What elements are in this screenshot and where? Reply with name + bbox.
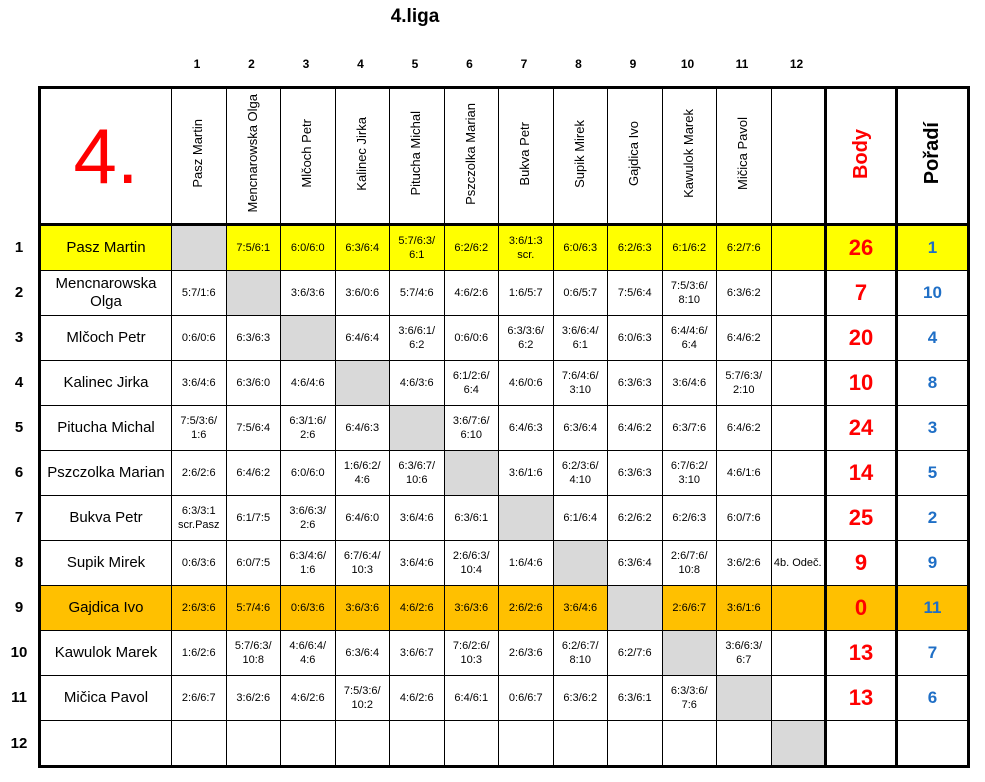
column-number: 12 — [789, 57, 804, 71]
match-result-cell — [771, 586, 826, 631]
table-row — [40, 361, 969, 406]
match-result-cell — [662, 721, 717, 767]
column-number: 4 — [357, 57, 364, 71]
table-row — [40, 316, 969, 361]
match-result-cell: 6:3/6:3 — [226, 316, 281, 361]
match-result-cell: 3:6/6:7 — [390, 631, 445, 676]
column-header-player: Pitucha Michal — [408, 111, 424, 196]
column-header-player: Mičica Pavol — [735, 117, 751, 190]
rank-value: 9 — [897, 541, 969, 586]
match-result-cell: 3:6/4:6 — [390, 541, 445, 586]
match-result-cell: 1:6/5:7 — [499, 271, 554, 316]
player-name: Gajdica Ivo — [68, 599, 144, 616]
column-header-player: Supik Mirek — [571, 119, 587, 188]
rank-value: 7 — [897, 631, 969, 676]
match-result-cell: 6:3/6:1 — [608, 676, 663, 721]
match-result-cell — [608, 721, 663, 767]
rank-value: 3 — [897, 406, 969, 451]
match-result-cell: 3:6/6:4/ 6:1 — [553, 316, 608, 361]
self-match-cell — [281, 316, 336, 361]
match-result-cell: 6:4/6:1 — [444, 676, 499, 721]
match-result-cell: 6:2/7:6 — [608, 631, 663, 676]
row-number: 6 — [14, 464, 24, 481]
match-result-cell: 3:6/6:1/ 6:2 — [390, 316, 445, 361]
self-match-cell — [335, 361, 390, 406]
points-value: 7 — [826, 271, 897, 316]
match-result-cell: 6:0/6:3 — [608, 316, 663, 361]
match-result-cell: 6:4/4:6/ 6:4 — [662, 316, 717, 361]
match-result-cell: 6:4/6:2 — [717, 406, 772, 451]
match-result-cell — [771, 406, 826, 451]
match-result-cell: 7:5/6:4 — [226, 406, 281, 451]
match-result-cell: 6:3/1:6/ 2:6 — [281, 406, 336, 451]
points-value: 24 — [826, 406, 897, 451]
match-result-cell: 4:6/0:6 — [499, 361, 554, 406]
self-match-cell — [390, 406, 445, 451]
match-result-cell: 6:3/6:4 — [553, 406, 608, 451]
player-name: Pasz Martin — [66, 239, 146, 256]
row-number: 3 — [14, 329, 24, 346]
match-result-cell: 2:6/6:7 — [172, 676, 227, 721]
match-result-cell: 6:1/2:6/ 6:4 — [444, 361, 499, 406]
row-number: 9 — [14, 599, 24, 616]
rank-value: 5 — [897, 451, 969, 496]
match-result-cell: 6:4/6:2 — [226, 451, 281, 496]
self-match-cell — [608, 586, 663, 631]
match-result-cell: 3:6/4:6 — [662, 361, 717, 406]
self-match-cell — [553, 541, 608, 586]
rank-header: Pořadí — [921, 122, 943, 185]
match-result-cell: 4:6/2:6 — [390, 676, 445, 721]
points-value: 26 — [826, 225, 897, 271]
points-value: 0 — [826, 586, 897, 631]
match-result-cell: 3:6/1:6 — [499, 451, 554, 496]
match-result-cell: 6:4/6:3 — [335, 406, 390, 451]
points-value: 13 — [826, 631, 897, 676]
match-result-cell — [499, 721, 554, 767]
player-name: Mlčoch Petr — [66, 329, 146, 346]
column-number: 6 — [466, 57, 473, 71]
rank-value: 2 — [897, 496, 969, 541]
table-row — [40, 721, 969, 767]
match-result-cell: 7:5/6:4 — [608, 271, 663, 316]
points-header: Body — [849, 128, 872, 179]
self-match-cell — [717, 676, 772, 721]
table-row — [40, 271, 969, 316]
match-result-cell: 6:3/6:0 — [226, 361, 281, 406]
division-label: 4. — [73, 112, 139, 200]
player-name: Mencnarowska Olga — [55, 275, 157, 310]
match-result-cell — [771, 361, 826, 406]
match-result-cell: 7:5/3:6/ 8:10 — [662, 271, 717, 316]
rank-value: 4 — [897, 316, 969, 361]
table-row — [40, 541, 969, 586]
match-result-cell — [717, 721, 772, 767]
points-value — [826, 721, 897, 767]
match-result-cell: 6:4/6:2 — [717, 316, 772, 361]
column-header-player: Pszczolka Marian — [462, 102, 478, 205]
column-number: 2 — [248, 57, 255, 71]
row-number: 8 — [14, 554, 24, 571]
match-result-cell: 6:3/4:6/ 1:6 — [281, 541, 336, 586]
match-result-cell — [281, 721, 336, 767]
match-result-cell: 6:3/6:3 — [608, 361, 663, 406]
column-header-player: Gajdica Ivo — [626, 120, 642, 187]
column-header-player: Bukva Petr — [517, 121, 533, 186]
match-result-cell: 6:3/6:1 — [444, 496, 499, 541]
match-result-cell: 6:0/6:0 — [281, 225, 336, 271]
self-match-cell — [444, 451, 499, 496]
table-row — [40, 406, 969, 451]
match-result-cell: 5:7/6:3/ 6:1 — [390, 225, 445, 271]
match-result-cell — [771, 271, 826, 316]
match-result-cell: 6:3/7:6 — [662, 406, 717, 451]
match-result-cell — [335, 721, 390, 767]
column-number: 10 — [680, 57, 695, 71]
match-result-cell: 6:1/6:2 — [662, 225, 717, 271]
self-match-cell — [499, 496, 554, 541]
match-result-cell: 3:6/3:6 — [281, 271, 336, 316]
match-result-cell: 7:6/4:6/ 3:10 — [553, 361, 608, 406]
match-result-cell: 4:6/6:4/ 4:6 — [281, 631, 336, 676]
player-name: Pszczolka Marian — [47, 464, 165, 481]
points-value: 14 — [826, 451, 897, 496]
match-result-cell: 0:6/0:6 — [444, 316, 499, 361]
match-result-cell: 6:2/7:6 — [717, 225, 772, 271]
row-number: 10 — [10, 644, 28, 661]
match-result-cell: 1:6/2:6 — [172, 631, 227, 676]
player-name: Kawulok Marek — [54, 644, 158, 661]
match-result-cell: 6:0/7:5 — [226, 541, 281, 586]
match-result-cell: 3:6/3:6 — [335, 586, 390, 631]
match-result-cell — [390, 721, 445, 767]
match-result-cell: 6:3/6:2 — [717, 271, 772, 316]
row-number: 12 — [10, 734, 28, 752]
points-value: 10 — [826, 361, 897, 406]
match-result-cell: 3:6/6:3/ 2:6 — [281, 496, 336, 541]
column-number: 8 — [575, 57, 582, 71]
match-result-cell — [444, 721, 499, 767]
match-result-cell: 6:3/6:3 — [608, 451, 663, 496]
match-result-cell: 6:3/6:7/ 10:6 — [390, 451, 445, 496]
match-result-cell: 4:6/3:6 — [390, 361, 445, 406]
points-value: 13 — [826, 676, 897, 721]
match-result-cell: 2:6/2:6 — [499, 586, 554, 631]
match-result-cell: 6:4/6:2 — [608, 406, 663, 451]
row-number: 4 — [14, 374, 24, 391]
row-number: 7 — [14, 509, 24, 526]
player-name: Supik Mirek — [66, 554, 146, 571]
match-result-cell: 0:6/3:6 — [172, 541, 227, 586]
match-result-cell: 7:6/2:6/ 10:3 — [444, 631, 499, 676]
rank-value: 1 — [897, 225, 969, 271]
table-row — [40, 496, 969, 541]
match-result-cell: 3:6/1:3 scr. — [499, 225, 554, 271]
match-result-cell: 7:5/6:1 — [226, 225, 281, 271]
rank-value: 6 — [897, 676, 969, 721]
match-result-cell: 1:6/4:6 — [499, 541, 554, 586]
match-result-cell: 3:6/4:6 — [172, 361, 227, 406]
match-result-cell: 6:3/3:6/ 7:6 — [662, 676, 717, 721]
match-result-cell: 2:6/7:6/ 10:8 — [662, 541, 717, 586]
match-result-cell: 6:3/6:2 — [553, 676, 608, 721]
column-header-player: Mencnarowska Olga — [244, 94, 260, 213]
column-number: 9 — [629, 57, 637, 71]
rank-value: 10 — [897, 271, 969, 316]
match-result-cell: 6:3/6:4 — [608, 541, 663, 586]
player-name: Mičica Pavol — [63, 689, 149, 706]
match-result-cell: 0:6/6:7 — [499, 676, 554, 721]
rank-value — [897, 721, 969, 767]
match-result-cell: 6:2/6:7/ 8:10 — [553, 631, 608, 676]
match-result-cell: 3:6/2:6 — [226, 676, 281, 721]
match-result-cell: 2:6/6:7 — [662, 586, 717, 631]
column-number: 11 — [735, 57, 749, 71]
row-number: 5 — [14, 419, 24, 436]
match-result-cell: 4:6/4:6 — [281, 361, 336, 406]
column-header-player: Kawulok Marek — [680, 109, 696, 198]
match-result-cell — [771, 225, 826, 271]
results-table — [38, 86, 970, 768]
match-result-cell — [771, 676, 826, 721]
match-result-cell: 3:6/7:6/ 6:10 — [444, 406, 499, 451]
table-row — [40, 225, 969, 271]
match-result-cell: 0:6/3:6 — [281, 586, 336, 631]
points-value: 9 — [826, 541, 897, 586]
match-result-cell: 7:5/3:6/ 10:2 — [335, 676, 390, 721]
self-match-cell — [662, 631, 717, 676]
table-row — [40, 676, 969, 721]
match-result-cell: 6:2/6:3 — [662, 496, 717, 541]
match-result-cell: 3:6/6:3/ 6:7 — [717, 631, 772, 676]
match-result-cell: 6:1/6:4 — [553, 496, 608, 541]
match-result-cell — [771, 496, 826, 541]
match-result-cell: 0:6/0:6 — [172, 316, 227, 361]
player-name: Pitucha Michal — [57, 419, 155, 436]
table-row — [40, 586, 969, 631]
match-result-cell: 6:2/3:6/ 4:10 — [553, 451, 608, 496]
match-result-cell: 3:6/4:6 — [553, 586, 608, 631]
match-result-cell: 4:6/1:6 — [717, 451, 772, 496]
match-result-cell: 6:3/6:4 — [335, 631, 390, 676]
match-result-cell: 6:3/3:1 scr.Pasz — [172, 496, 227, 541]
match-result-cell: 0:6/5:7 — [553, 271, 608, 316]
match-result-cell: 4:6/2:6 — [444, 271, 499, 316]
match-result-cell: 2:6/2:6 — [172, 451, 227, 496]
match-result-cell: 6:0/6:3 — [553, 225, 608, 271]
match-result-cell: 6:4/6:0 — [335, 496, 390, 541]
row-number: 1 — [14, 238, 24, 256]
match-result-cell: 6:4/6:4 — [335, 316, 390, 361]
match-result-cell: 3:6/3:6 — [444, 586, 499, 631]
column-header-player: Kalinec Jirka — [353, 116, 369, 191]
match-result-cell — [226, 721, 281, 767]
match-result-cell: 6:3/3:6/ 6:2 — [499, 316, 554, 361]
match-result-cell: 1:6/6:2/ 4:6 — [335, 451, 390, 496]
match-result-cell: 6:0/7:6 — [717, 496, 772, 541]
self-match-cell — [226, 271, 281, 316]
match-result-cell: 4:6/2:6 — [281, 676, 336, 721]
match-result-cell: 2:6/3:6 — [172, 586, 227, 631]
column-number: 1 — [193, 57, 201, 71]
column-number: 3 — [302, 57, 310, 71]
match-result-cell: 3:6/4:6 — [390, 496, 445, 541]
column-number: 7 — [520, 57, 528, 71]
match-result-cell: 3:6/1:6 — [717, 586, 772, 631]
match-result-cell: 2:6/3:6 — [499, 631, 554, 676]
player-name: Bukva Petr — [69, 509, 143, 526]
match-result-cell: 6:1/7:5 — [226, 496, 281, 541]
match-result-cell: 3:6/2:6 — [717, 541, 772, 586]
match-result-cell: 5:7/6:3/ 2:10 — [717, 361, 772, 406]
match-result-cell: 6:7/6:4/ 10:3 — [335, 541, 390, 586]
match-result-cell: 6:7/6:2/ 3:10 — [662, 451, 717, 496]
match-result-cell: 6:3/6:4 — [335, 225, 390, 271]
rank-value: 11 — [897, 586, 969, 631]
column-number: 5 — [411, 57, 419, 71]
match-result-cell — [172, 721, 227, 767]
self-match-cell — [172, 225, 227, 271]
page-title: 4.liga — [390, 6, 440, 27]
column-header-player: Pasz Martin — [190, 119, 206, 188]
rank-value: 8 — [897, 361, 969, 406]
column-header-player: Mlčoch Petr — [299, 119, 315, 188]
match-result-cell: 5:7/4:6 — [226, 586, 281, 631]
match-result-cell — [771, 451, 826, 496]
points-value: 25 — [826, 496, 897, 541]
match-result-cell: 6:0/6:0 — [281, 451, 336, 496]
match-result-cell: 6:4/6:3 — [499, 406, 554, 451]
match-result-cell: 3:6/0:6 — [335, 271, 390, 316]
match-result-cell: 5:7/4:6 — [390, 271, 445, 316]
row-number: 11 — [11, 689, 27, 706]
match-result-cell — [771, 316, 826, 361]
match-result-cell: 2:6/6:3/ 10:4 — [444, 541, 499, 586]
match-result-cell: 5:7/6:3/ 10:8 — [226, 631, 281, 676]
row-number: 2 — [14, 284, 24, 301]
match-result-cell: 6:2/6:2 — [444, 225, 499, 271]
points-value: 20 — [826, 316, 897, 361]
table-row — [40, 451, 969, 496]
table-row — [40, 631, 969, 676]
match-result-cell: 6:2/6:3 — [608, 225, 663, 271]
match-result-cell: 7:5/3:6/ 1:6 — [172, 406, 227, 451]
self-match-cell — [771, 721, 826, 767]
match-result-cell: 6:2/6:2 — [608, 496, 663, 541]
match-result-cell: 4b. Odeč. — [771, 541, 826, 586]
match-result-cell — [553, 721, 608, 767]
match-result-cell: 5:7/1:6 — [172, 271, 227, 316]
match-result-cell: 4:6/2:6 — [390, 586, 445, 631]
match-result-cell — [771, 631, 826, 676]
player-name: Kalinec Jirka — [63, 374, 149, 391]
